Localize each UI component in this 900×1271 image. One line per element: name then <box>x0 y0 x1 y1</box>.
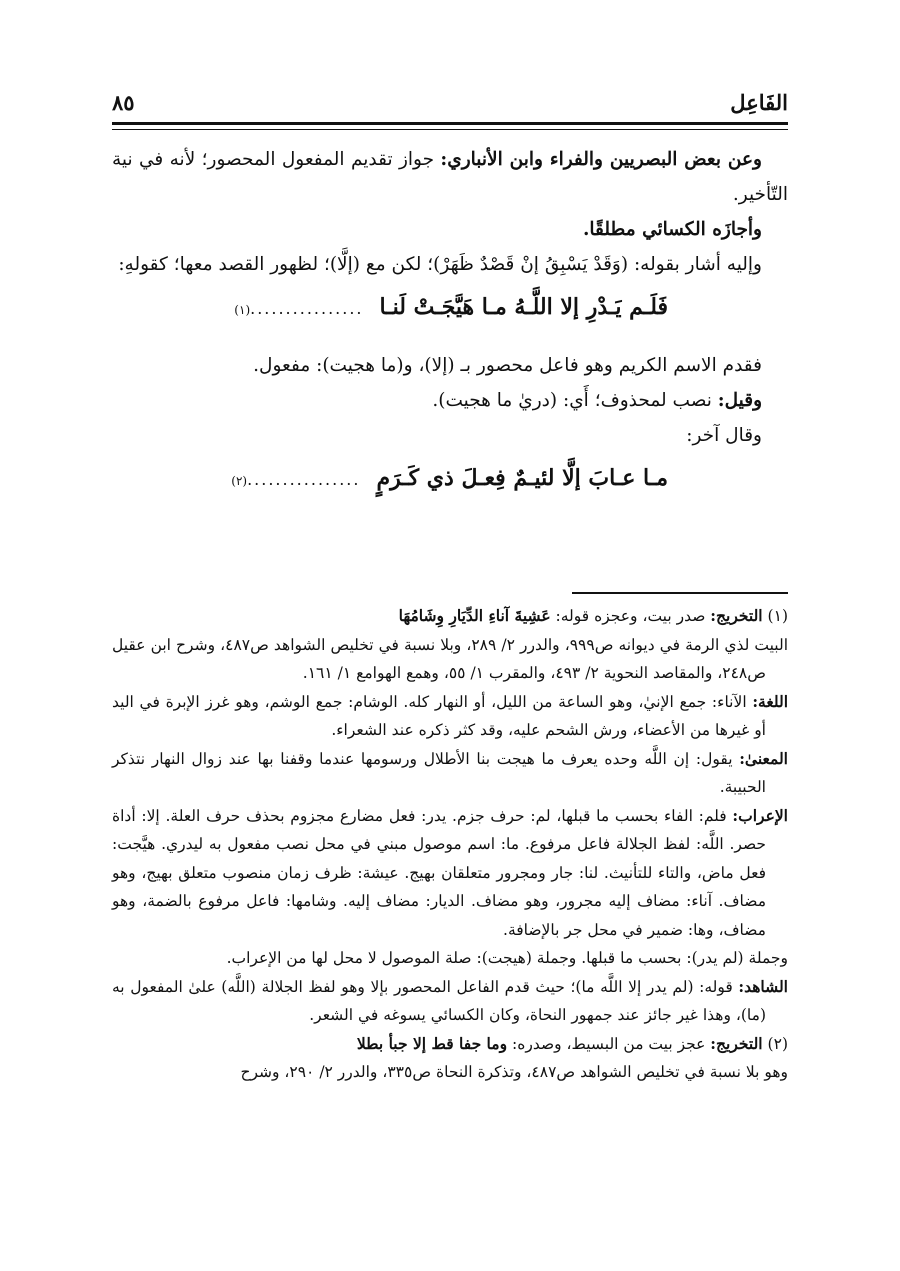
shahid-label: الشاهد: <box>738 976 788 996</box>
footnote-1-text: صدر بيت، وعجزه قوله: <box>550 607 711 625</box>
verse-2 <box>112 461 788 509</box>
verse-1-text: فَلَـم يَـدْرِ إلا اللَّـهُ مـا هَيَّجَـتْ لَنـا <box>379 294 668 320</box>
maana-text: يقول: إن اللَّه وحده يعرف ما هيجت بنا الأطلال ورسومها عندما وقفنا بها عند زوال النهار نتذكر الحبيبة. <box>112 749 766 796</box>
footnote-1-hemistich: عَشِيةَ آناءِ الدِّيَارِ وِشَامُهَا <box>398 606 551 625</box>
shahid-text: قوله: (لم يدر إلا اللَّه ما)؛ حيث قدم الفاعل المحصور بإلا وهو لفظ الجلالة (اللَّه) علىٰ المفعول به (ما)، وهذا غير جائز عند جمهور النحاة، وكان الكسائي يسوغه في الشعر. <box>112 977 766 1024</box>
footnote-1-source: البيت لذي الرمة في ديوانه ص٩٩٩، والدرر ٢/ ٢٨٩، وبلا نسبة في تخليص الشواهد ص٤٨٧، وشرح ابن عقيل ص٢٤٨، والمقاصد النحوية ٢/ ٤٩٣، والمقرب ١/ ٥٥، وهمع الهوامع ١/ ١٦١. <box>112 635 788 682</box>
verse-2-dots: ................ <box>247 470 361 489</box>
footnote-1-irab <box>112 802 788 945</box>
footnote-separator <box>572 592 788 594</box>
footnote-2-source: وهو بلا نسبة في تخليص الشواهد ص٤٨٧، وتذكرة النحاة ص٣٣٥، والدرر ٢/ ٢٩٠، وشرح <box>240 1063 788 1081</box>
footnotes <box>112 602 788 1087</box>
paragraph-4: فقدم الاسم الكريم وهو فاعل محصور بـ (إلا)، و(ما هجيت): مفعول. <box>253 355 762 376</box>
header-rule <box>112 122 788 125</box>
maana-label: المعنىٰ: <box>739 748 788 768</box>
footnote-1-lugha <box>112 688 788 745</box>
paragraph-6: وقال آخر: <box>686 425 762 446</box>
irab-text: فلم: الفاء بحسب ما قبلها، لم: حرف جزم. يدر: فعل مضارع مجزوم بحذف حرف العلة. إلا: أداة حصر. اللَّه: لفظ الجلالة فاعل مرفوع. ما: اسم موصول مبني في محل نصب مفعول به ليدري. هيَّجت: فعل ماض، والتاء للتأنيث. لنا: جار ومجرور متعلقان بهيج. عيشة: ظرف زمان منصوب متعلق بهيج، وهو مضاف. آناء: مضاف إليه مجرور، وهو مضاف. الديار: مضاف إليه. وشامها: فاعل مرفوع بالضمة، وهو مضاف، وها: ضمير في محل جر بالإضافة. <box>112 806 766 939</box>
footnote-1-jumla: وجملة (لم يدر): بحسب ما قبلها. وجملة (هيجت): صلة الموصول لا محل لها من الإعراب. <box>226 949 788 967</box>
footnote-1-number: (١) <box>767 607 788 625</box>
paragraph-1-lead: وعن بعض البصريين والفراء وابن الأنباري: <box>440 149 762 170</box>
verse-1 <box>112 290 788 338</box>
footnote-2-text: عجز بيت من البسيط، وصدره: <box>507 1034 711 1053</box>
footnote-1-label: التخريج: <box>710 606 763 625</box>
paragraph-5-text: نصب لمحذوف؛ أَي: (دريٰ ما هجيت). <box>432 390 718 411</box>
lugha-label: اللغة: <box>752 691 788 711</box>
irab-label: الإعراب: <box>732 805 788 825</box>
header-rule-thin <box>112 129 788 130</box>
paragraph-5-lead: وقيل: <box>717 390 762 411</box>
footnote-ref-1: (١) <box>234 303 251 317</box>
footnote-1-maana <box>112 745 788 802</box>
footnote-2-number: (٢) <box>767 1034 788 1053</box>
footnote-2-label: التخريج: <box>710 1033 763 1053</box>
footnote-1-takhrij <box>112 602 788 631</box>
paragraph-1 <box>112 142 788 212</box>
footnote-2-takhrij <box>112 1030 788 1059</box>
paragraph-5 <box>112 383 788 418</box>
paragraph-2: وأجازَه الكسائي مطلقًا. <box>582 219 762 240</box>
page-header <box>112 84 788 120</box>
footnote-ref-2: (٢) <box>231 474 248 488</box>
lugha-text: الآناء: جمع الإنيٰ، وهو الساعة من الليل، أو النهار كله. الوشام: جمع الوشم، وهو غرز الإبرة في اليد أو غيرها من الأعضاء، ورش الشحم عليه، وقد كثر ذكره عند الشعراء. <box>112 692 766 739</box>
main-text <box>112 142 788 519</box>
page-number: ٨٥ <box>112 89 135 115</box>
paragraph-3: وإليه أشار بقوله: (وَقَدْ يَسْبِقُ إنْ قَصْدٌ ظَهَرْ)؛ لكن مع (إلَّا)؛ لظهور القصد معها؛ كقولهِ: <box>118 254 762 275</box>
footnote-1-shahid <box>112 973 788 1030</box>
running-title: الفَاعِل <box>730 89 788 115</box>
paragraph-1-text: جواز تقديم المفعول المحصور؛ لأنه في نية التّأخير. <box>112 149 788 205</box>
footnote-2-hemistich: وما جفا قط إلا جبأ بطلا <box>356 1033 508 1053</box>
verse-1-dots: ................ <box>250 299 364 318</box>
verse-2-text: مـا عـابَ إلَّا لئيـمٌ فِعـلَ ذي كَـرَمٍ <box>376 465 668 491</box>
